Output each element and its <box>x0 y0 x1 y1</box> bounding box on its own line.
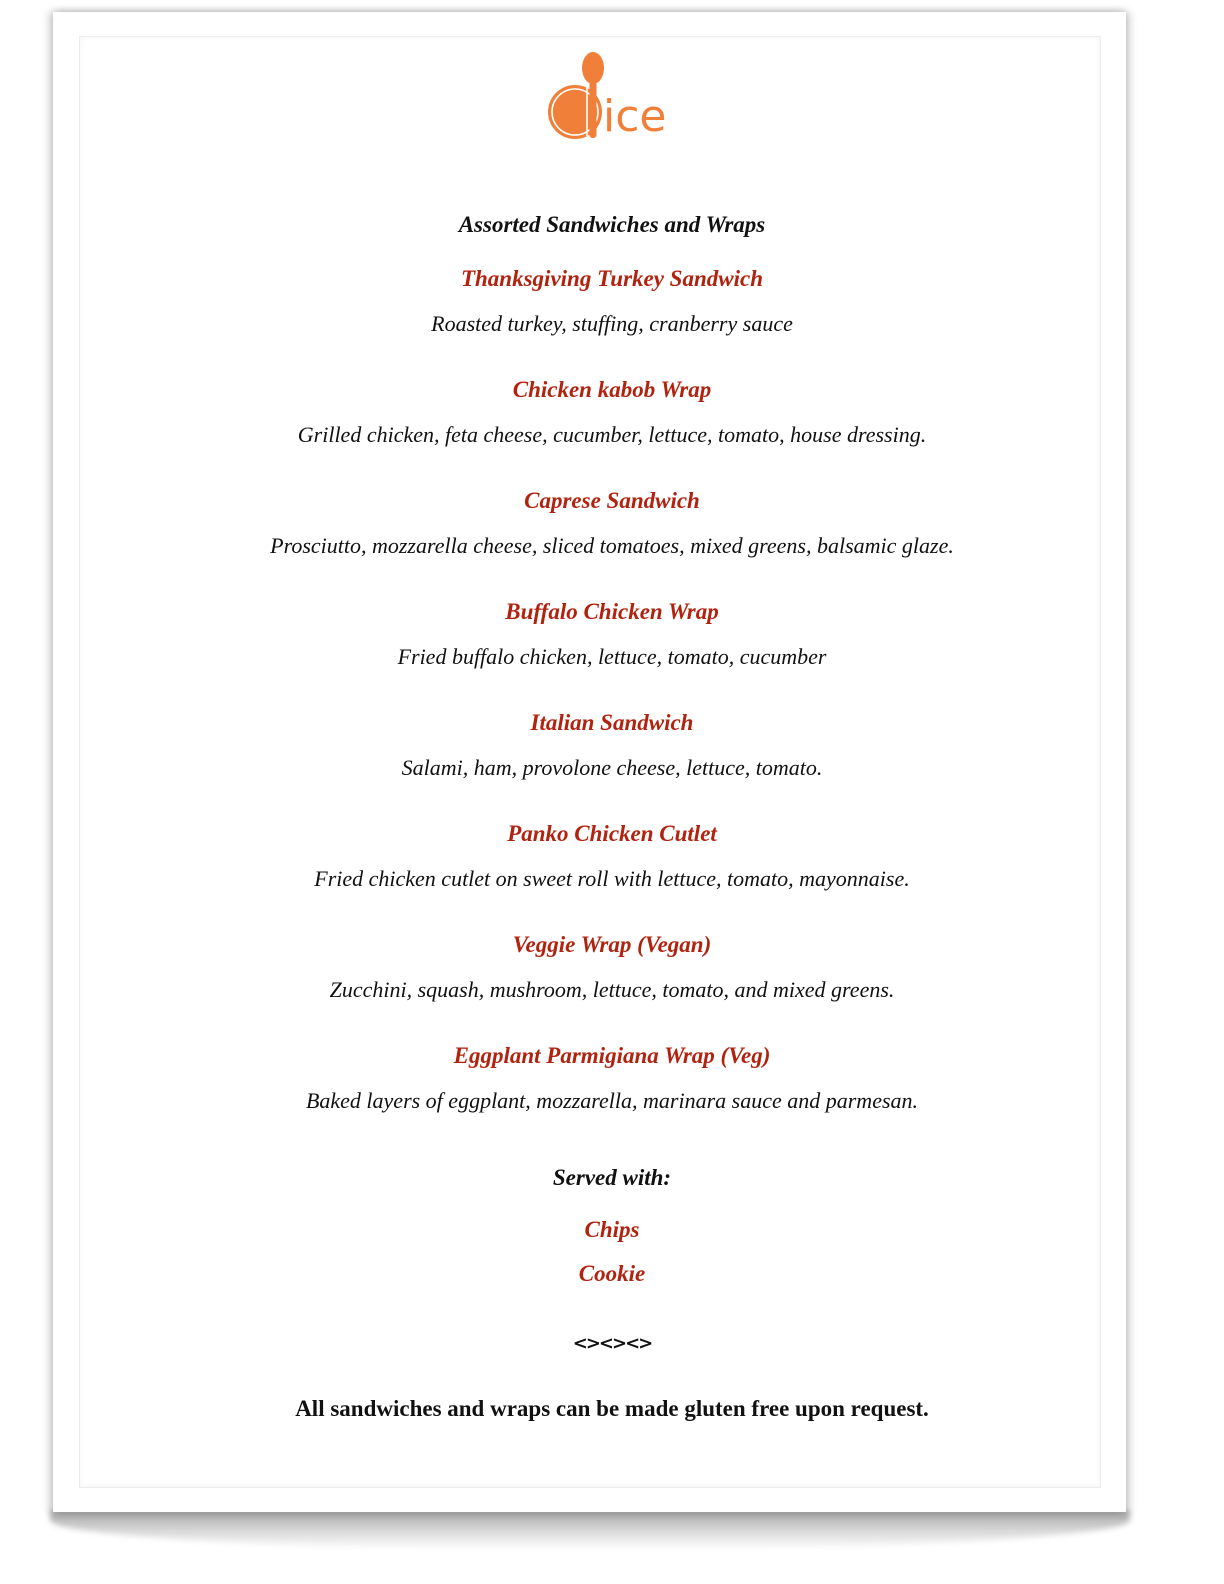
side-item: Chips <box>584 1217 640 1242</box>
menu-item-name: Veggie Wrap (Vegan) <box>512 932 712 957</box>
side-item: Cookie <box>578 1261 646 1286</box>
menu-item-name: Italian Sandwich <box>530 710 694 735</box>
menu-item-description: Fried buffalo chicken, lettuce, tomato, cucumber <box>397 644 827 669</box>
section-title: Assorted Sandwiches and Wraps <box>458 212 766 237</box>
menu-item-name: Panko Chicken Cutlet <box>507 821 717 846</box>
svg-text:ice: ice <box>603 91 667 142</box>
menu-item-description: Fried chicken cutlet on sweet roll with lettuce, tomato, mayonnaise. <box>314 866 910 891</box>
menu-item-name: Caprese Sandwich <box>524 488 700 513</box>
menu-item-name: Thanksgiving Turkey Sandwich <box>460 266 764 291</box>
menu-item-description: Baked layers of eggplant, mozzarella, marinara sauce and parmesan. <box>305 1088 919 1113</box>
menu-item-description: Grilled chicken, feta cheese, cucumber, lettuce, tomato, house dressing. <box>297 422 927 447</box>
menu-item-name: Eggplant Parmigiana Wrap (Veg) <box>453 1043 771 1068</box>
page-shadow <box>50 1510 1130 1550</box>
menu-item-name: Chicken kabob Wrap <box>512 377 712 402</box>
served-with-label: Served with: <box>552 1165 672 1190</box>
menu-item-description: Roasted turkey, stuffing, cranberry sauce <box>431 311 793 336</box>
menu-item-description: Prosciutto, mozzarella cheese, sliced tomatoes, mixed greens, balsamic glaze. <box>270 533 954 558</box>
ice-logo-icon <box>545 50 670 142</box>
ornamental-divider: <><><> <box>572 1333 652 1354</box>
menu-item-description: Zucchini, squash, mushroom, lettuce, tomato, and mixed greens. <box>329 977 895 1002</box>
menu-item-name: Buffalo Chicken Wrap <box>505 599 719 624</box>
gluten-free-note: All sandwiches and wraps can be made gluten free upon request. <box>295 1396 929 1421</box>
menu-item-description: Salami, ham, provolone cheese, lettuce, tomato. <box>401 755 823 780</box>
